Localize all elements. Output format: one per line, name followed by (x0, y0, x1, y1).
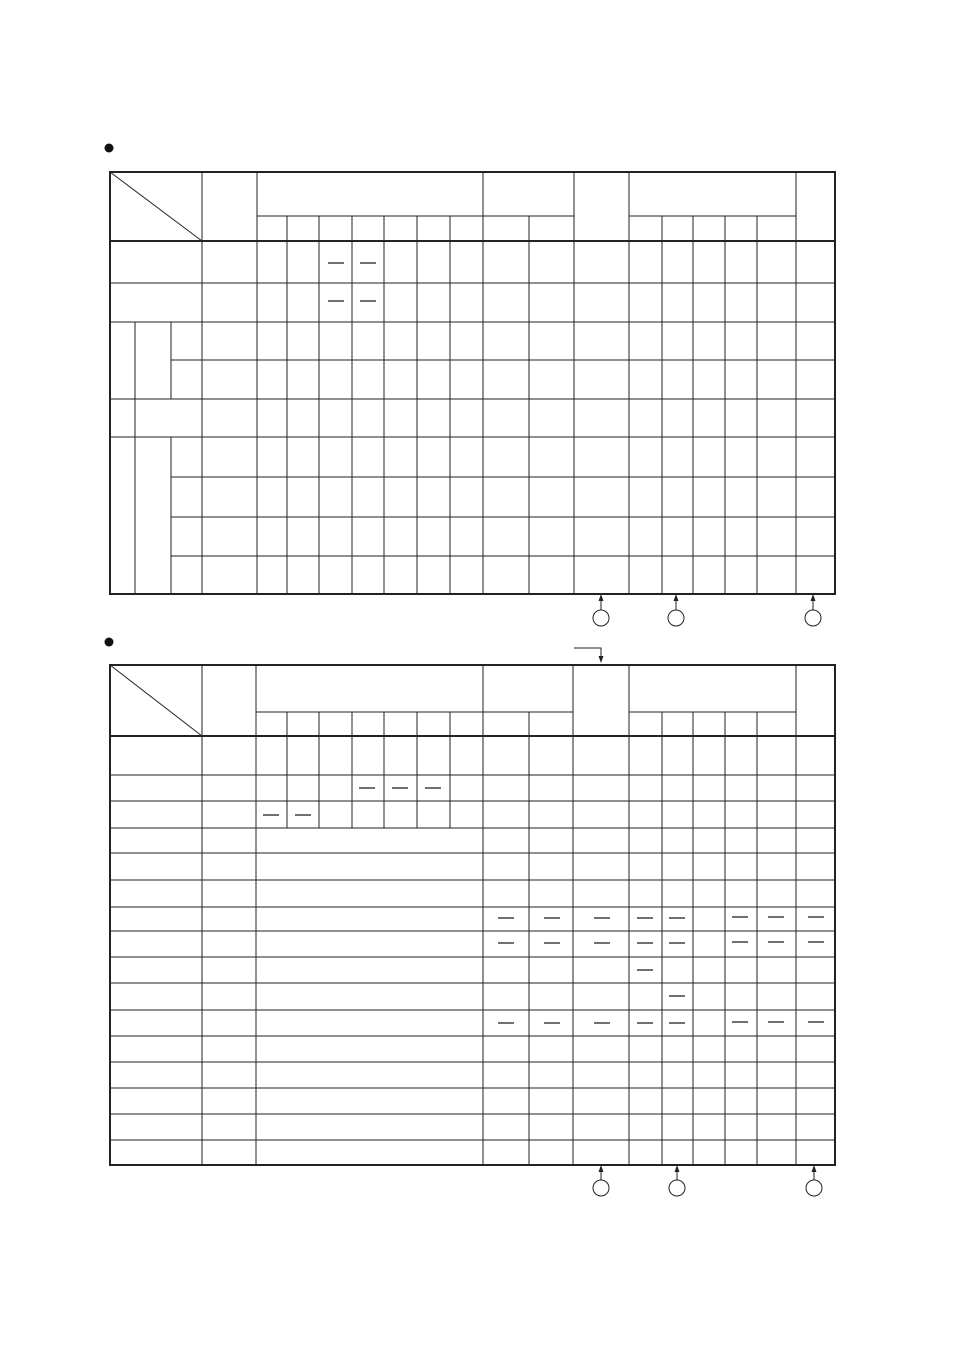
table-1 (110, 172, 835, 594)
table-1-callouts (593, 594, 821, 626)
table-2 (110, 665, 835, 1165)
callout-arrowhead (811, 594, 816, 601)
section-1 (105, 144, 836, 627)
table-1-frame (110, 172, 835, 594)
table-2-callouts (593, 1165, 822, 1196)
callout-circle (593, 1180, 609, 1196)
section-2-bullet (105, 638, 114, 647)
callout-circle (805, 610, 821, 626)
callout-arrowhead (674, 594, 679, 601)
callout-arrowhead (599, 594, 604, 601)
section-2 (105, 638, 836, 1197)
callout-arrowhead (675, 1165, 680, 1172)
table-2-top-arrow (574, 648, 604, 663)
callout-circle (806, 1180, 822, 1196)
table-2-corner-diagonal (110, 665, 202, 736)
table-1-corner-diagonal (110, 172, 202, 241)
callout-arrowhead (599, 1165, 604, 1172)
table-2-frame (110, 665, 835, 1165)
callout-circle (593, 610, 609, 626)
bent-arrow (574, 648, 601, 659)
bent-arrowhead (599, 656, 604, 663)
callout-circle (668, 610, 684, 626)
section-1-bullet (105, 144, 114, 153)
callout-arrowhead (812, 1165, 817, 1172)
callout-circle (669, 1180, 685, 1196)
